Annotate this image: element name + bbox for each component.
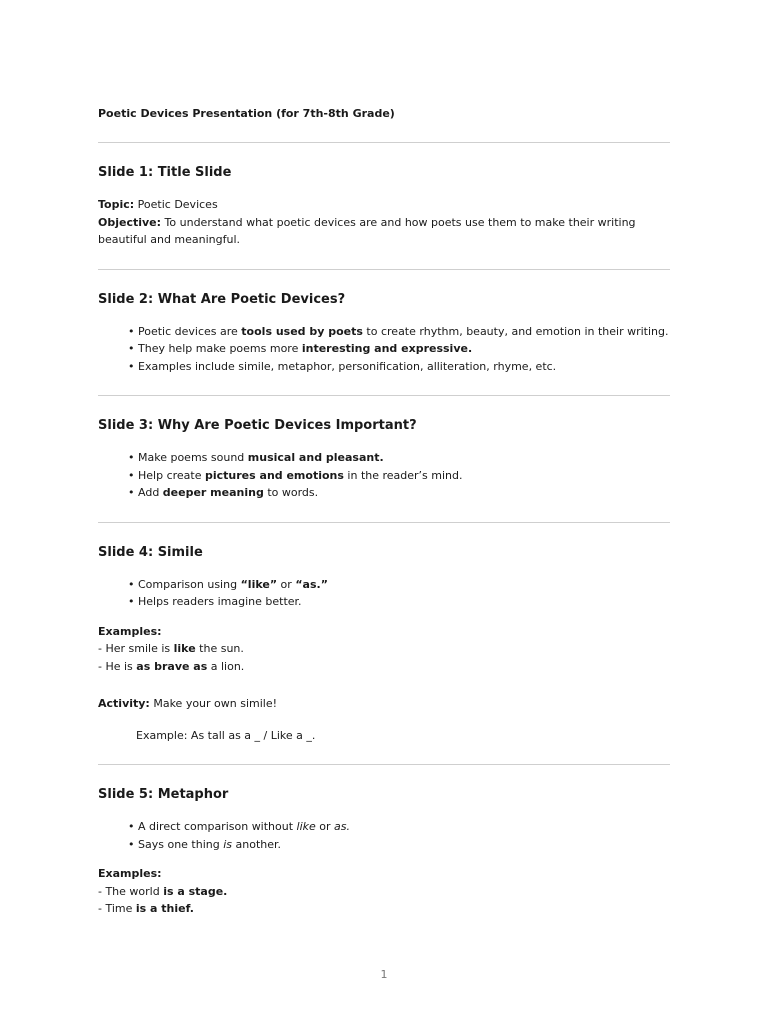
examples-label: Examples: xyxy=(98,624,162,638)
activity-text: Make your own simile! xyxy=(149,697,278,710)
slide-4-heading: Slide 4: Simile xyxy=(98,544,203,560)
slide-3-section xyxy=(98,417,670,502)
slide-5-section xyxy=(98,786,670,918)
slide-4-activity xyxy=(98,695,670,713)
page-number: 1 xyxy=(380,968,388,981)
slide-5-bullet-list xyxy=(98,818,670,853)
topic-text: Poetic Devices xyxy=(134,198,218,211)
slide-1-heading: Slide 1: Title Slide xyxy=(98,165,232,180)
document-title: Poetic Devices Presentation (for 7th-8th Grade) xyxy=(98,107,395,120)
bullet-item: • A direct comparison without like or as. xyxy=(128,818,670,836)
activity-example: Example: As tall as a _ / Like a _. xyxy=(136,728,316,742)
bullet-item: • Comparison using “like” or “as.” xyxy=(128,576,670,594)
example-line: - The world is a stage. xyxy=(98,884,228,898)
section-divider xyxy=(98,522,670,523)
bullet-item: • Add deeper meaning to words. xyxy=(128,484,670,502)
bullet-item: • They help make poems more interesting and expressive. xyxy=(128,340,670,358)
slide-2-heading: Slide 2: What Are Poetic Devices? xyxy=(98,291,346,307)
slide-2-section xyxy=(98,291,670,376)
slide-4-section xyxy=(98,544,670,745)
activity-label: Activity: xyxy=(98,697,150,710)
bullet-item: • Make poems sound musical and pleasant. xyxy=(128,449,670,467)
slide-3-bullet-list xyxy=(98,449,670,502)
slide-1-objective xyxy=(98,214,670,249)
bullet-item: • Says one thing is another. xyxy=(128,836,670,854)
example-line: - Her smile is like the sun. xyxy=(98,642,244,655)
topic-label: Topic: xyxy=(98,198,135,211)
section-divider xyxy=(98,764,670,765)
bullet-item: • Helps readers imagine better. xyxy=(128,593,670,611)
slide-2-bullet-list xyxy=(98,323,670,376)
slide-4-bullet-list xyxy=(98,576,670,611)
section-divider xyxy=(98,269,670,270)
objective-text: To understand what poetic devices are and how poets use them to make their writing beautiful and meaningful. xyxy=(98,215,636,246)
bullet-item: • Examples include simile, metaphor, personification, alliteration, rhyme, etc. xyxy=(128,358,670,376)
slide-1-topic xyxy=(98,196,670,214)
section-divider xyxy=(98,395,670,396)
section-divider xyxy=(98,142,670,143)
examples-label: Examples: xyxy=(98,867,162,880)
objective-label: Objective: xyxy=(98,215,162,229)
slide-5-examples xyxy=(98,865,670,918)
slide-5-heading: Slide 5: Metaphor xyxy=(98,787,229,802)
slide-4-examples xyxy=(98,623,670,676)
slide-3-heading: Slide 3: Why Are Poetic Devices Important? xyxy=(98,418,417,433)
slide-1-section xyxy=(98,164,670,249)
bullet-item: • Poetic devices are tools used by poets to create rhythm, beauty, and emotion in their writing. xyxy=(128,323,670,341)
bullet-item: • Help create pictures and emotions in the reader’s mind. xyxy=(128,467,670,485)
example-line: - He is as brave as a lion. xyxy=(98,659,245,673)
document-page xyxy=(98,106,670,918)
example-line: - Time is a thief. xyxy=(98,902,194,915)
